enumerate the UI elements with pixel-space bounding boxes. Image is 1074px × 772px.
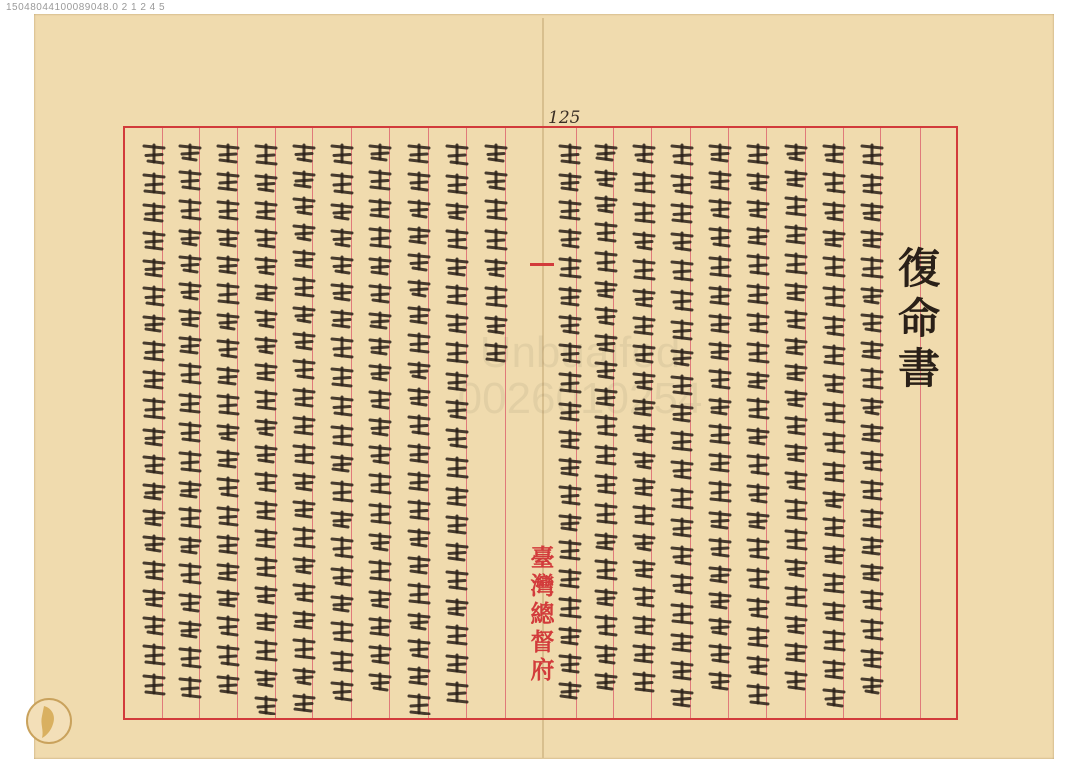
archive-id-stamp: 15048044100089048.0 2 1 2 4 5 (6, 2, 166, 13)
center-tick (530, 263, 554, 266)
handwritten-column (556, 140, 584, 715)
handwritten-column (140, 140, 168, 715)
handwritten-column (214, 140, 242, 700)
handwritten-column (405, 140, 433, 715)
watermark-line-2: 0026010254 (457, 374, 703, 423)
handwritten-column (782, 140, 810, 715)
handwritten-column (706, 140, 734, 715)
handwritten-column (328, 140, 356, 715)
government-seal-mark: 臺灣總督府 (526, 545, 555, 685)
taiwan-archive-logo-icon (22, 694, 76, 748)
handwritten-column (630, 140, 658, 715)
handwritten-column (252, 140, 280, 715)
handwritten-column (858, 140, 886, 715)
handwritten-column (668, 140, 696, 715)
watermark (450, 330, 710, 422)
handwritten-column (366, 140, 394, 715)
watermark-line-1: Unbuaifed (479, 328, 681, 377)
handwritten-column (443, 140, 471, 715)
ruling-line (920, 128, 921, 718)
handwritten-column (744, 140, 772, 715)
handwritten-column (290, 140, 318, 715)
handwritten-column (820, 140, 848, 715)
handwritten-column (176, 140, 204, 715)
page-number: 125 (548, 108, 581, 128)
handwritten-column (592, 140, 620, 715)
document-title: 復命書 (892, 246, 941, 396)
